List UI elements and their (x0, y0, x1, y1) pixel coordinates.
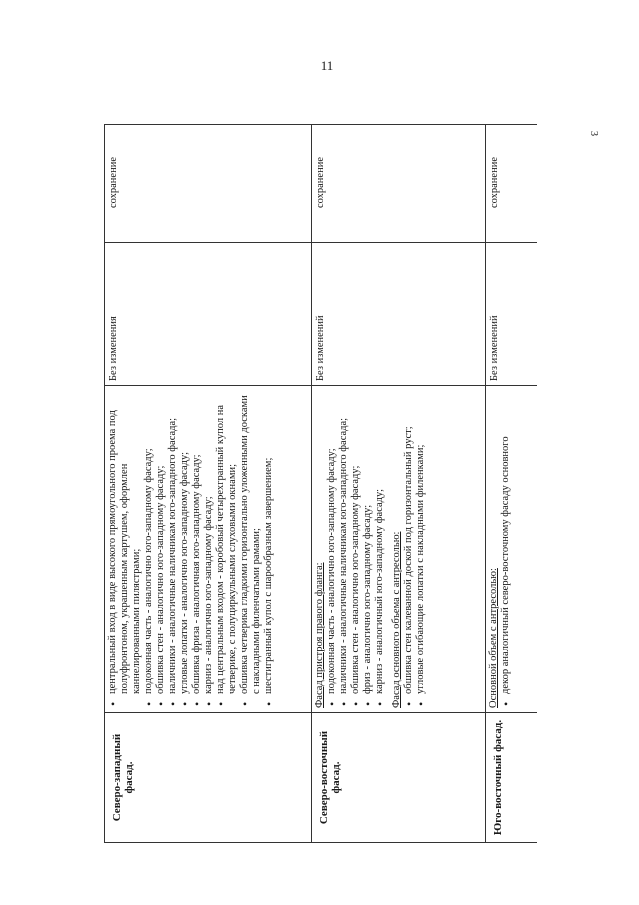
table-row (485, 124, 537, 843)
list-item: • центральный вход в виде высокого прямоугольного проема под полуфронтоном, украшенным картушем, оформлен каннелированными пилястрами; (107, 390, 143, 694)
section-title: Фасад основного объема с антресолью: (391, 531, 402, 708)
description-list (500, 390, 512, 708)
facade-description (486, 385, 537, 712)
change-status: Без изменения (105, 242, 311, 385)
list-item: • обшивка четверика гладкими горизонтально уложенными досками с накладными филенчатыми рамами; (239, 390, 263, 694)
list-item: • шестигранный купол с шарообразным завершением; (263, 390, 275, 694)
description-list (403, 390, 427, 708)
change-status: Без изменений (312, 242, 485, 385)
list-item: • обшивка стен - аналогично юго-западному фасаду; (155, 390, 167, 694)
description-list (326, 390, 386, 708)
facade-description (312, 385, 485, 712)
list-item: • декор аналогичный северо-восточному фасаду основного (500, 390, 512, 694)
list-item: • угловые огибающие лопатки с накладными филенками; (415, 390, 427, 694)
rotated-table-wrapper (104, 124, 537, 843)
facade-name: Северо-западный фасад. (105, 712, 311, 842)
decision: сохранение (315, 157, 326, 208)
decision: сохранение (108, 157, 119, 208)
facade-name: Юго-восточный фасад. (486, 712, 537, 842)
section-title: Основной объем с антресолью: (488, 568, 499, 708)
list-item: • наличники - аналогичные наличникам юго-западного фасада; (338, 390, 350, 694)
list-item: • карниз - аналогичный юго-западному фасаду; (374, 390, 386, 694)
list-item: • фриз - аналогично юго-западному фасаду; (362, 390, 374, 694)
list-item: • обшивка стен - аналогично юго-западному фасаду; (350, 390, 362, 694)
list-item: • карниз - аналогично юго-западному фасаду; (203, 390, 215, 694)
page-number: 11 (320, 58, 334, 73)
table-row (311, 124, 486, 843)
section-title: Фасад пристроя правого фланга: (314, 562, 325, 708)
list-item: • наличники - аналогичные наличникам юго-западного фасада; (167, 390, 179, 694)
facade-name: Северо-восточный фасад. (312, 712, 485, 842)
table-row (104, 124, 312, 843)
change-status: Без изменений (486, 242, 537, 385)
decision: сохранение (489, 157, 500, 208)
facade-table (104, 124, 537, 843)
margin-number: 3 (588, 131, 599, 136)
facade-description (105, 385, 311, 712)
list-item: • подоконная часть - аналогично юго-западному фасаду; (326, 390, 338, 694)
list-item: • подоконная часть - аналогично юго-западному фасаду; (143, 390, 155, 694)
list-item: • обшивка фриза - аналогичная юго-западному фасаду; (191, 390, 203, 694)
list-item: • угловые лопатки - аналогично юго-западному фасаду; (179, 390, 191, 694)
list-item: • обшивка стен калеванной доской под горизонтальный руст; (403, 390, 415, 694)
description-list (107, 390, 275, 708)
list-item: • над центральным входом - коробовый четырехгранный купол на четверике, с полуциркульными слуховыми окнами; (215, 390, 239, 694)
